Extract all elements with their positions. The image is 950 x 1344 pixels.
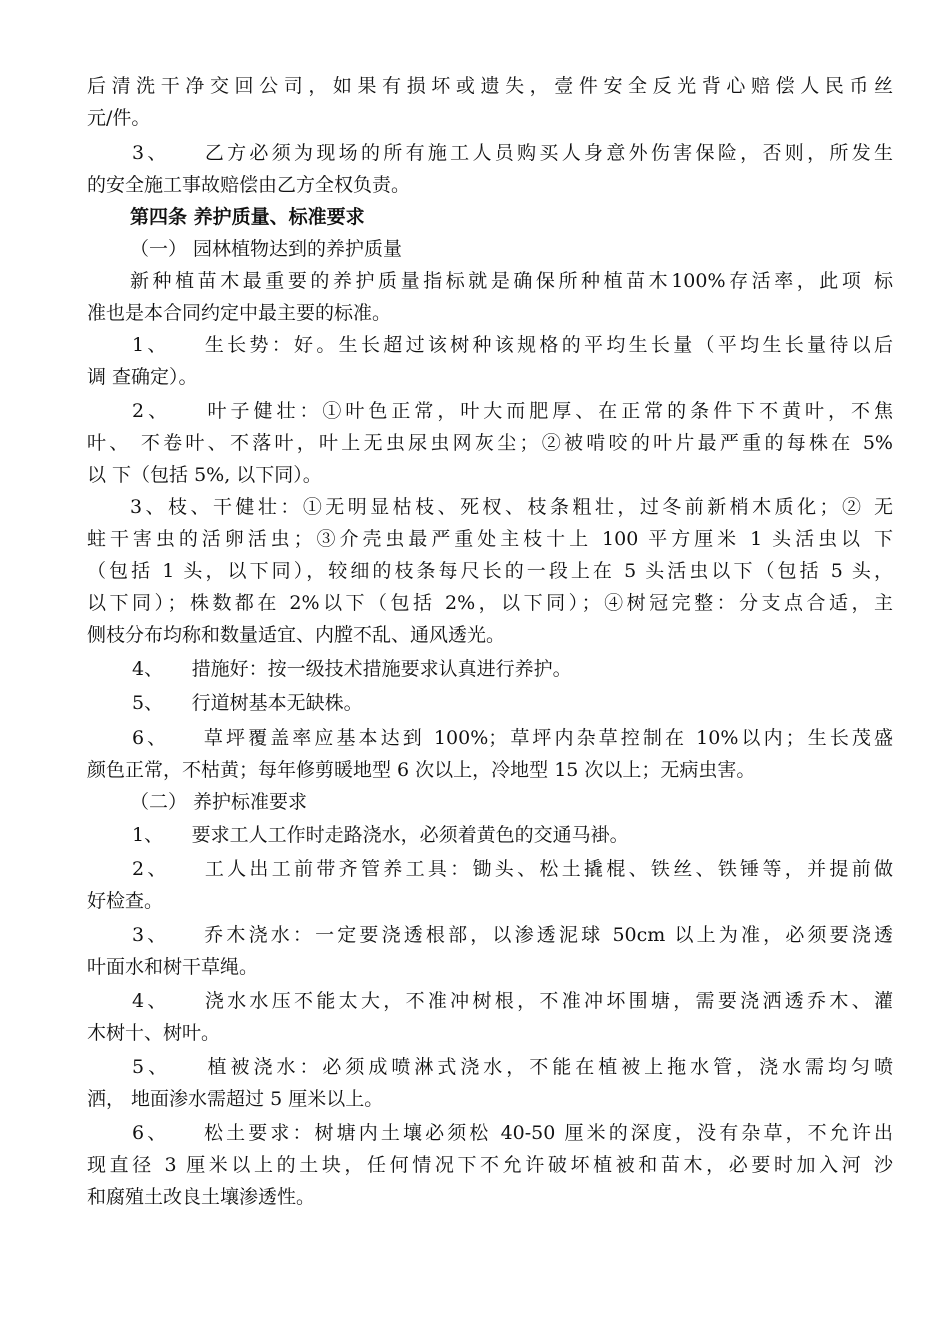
- text-line: 1、 要求工人工作时走路浇水，必须着黄色的交通马褂。: [132, 824, 629, 846]
- text-line: 1、 生长势：好。生长超过该树种该规格的平均生长量（平均生长量待以后: [132, 334, 893, 356]
- section-heading: 第四条 养护质量、标准要求: [130, 206, 365, 228]
- text-line: 6、 松土要求：树塘内土壤必须松 40-50 厘米的深度，没有杂草，不允许出: [132, 1122, 893, 1144]
- text-line: 元/件。: [87, 107, 151, 129]
- text-line: 2、 叶子健壮：①叶色正常，叶大而肥厚、在正常的条件下不黄叶，不焦: [132, 400, 893, 422]
- text-line: 4、 措施好：按一级技术措施要求认真进行养护。: [132, 658, 572, 680]
- text-line: 5、 植被浇水：必须成喷淋式浇水，不能在植被上拖水管，浇水需均匀喷: [132, 1056, 893, 1078]
- text-line: 4、 浇水水压不能太大，不准冲树根，不准冲坏围塘，需要浇洒透乔木、灌: [132, 990, 893, 1012]
- text-line: 侧枝分布均称和数量适宜、内膛不乱、通风透光。: [87, 624, 506, 646]
- text-line: 后清洗干净交回公司，如果有损坏或遗失，壹件安全反光背心赔偿人民币丝: [87, 75, 893, 97]
- text-line: （包括 1 头，以下同），较细的枝条每尺长的一段上在 5 头活虫以下（包括 5 头，: [87, 560, 893, 582]
- text-line: 3、 乔木浇水：一定要浇透根部，以渗透泥球 50cm 以上为准，必须要浇透: [132, 924, 893, 946]
- text-line: 的安全施工事故赔偿由乙方全权负责。: [87, 174, 411, 196]
- text-line: 洒， 地面渗水需超过 5 厘米以上。: [87, 1088, 384, 1110]
- text-line: 颜色正常，不枯黄；每年修剪暖地型 6 次以上，冷地型 15 次以上；无病虫害。: [87, 759, 756, 781]
- text-line: 2、 工人出工前带齐管养工具：锄头、松土撬棍、铁丝、铁锤等，并提前做: [132, 858, 893, 880]
- subsection-heading: （二） 养护标准要求: [130, 791, 308, 813]
- text-line: 木树十、树叶。: [87, 1022, 221, 1044]
- text-line: 现直径 3 厘米以上的土块，任何情况下不允许破坏植被和苗木，必要时加入河 沙: [87, 1154, 893, 1176]
- text-line: 蛀干害虫的活卵活虫；③介壳虫最严重处主枝十上 100 平方厘米 1 头活虫以 下: [87, 528, 893, 550]
- text-line: 新种植苗木最重要的养护质量指标就是确保所种植苗木100%存活率，此项 标: [130, 270, 893, 292]
- text-line: 调 查确定）。: [87, 366, 198, 388]
- subsection-heading: （一） 园林植物达到的养护质量: [130, 238, 403, 260]
- text-line: 以下同）；株数都在 2%以下（包括 2%，以下同）；④树冠完整：分支点合适，主: [87, 592, 893, 614]
- text-line: 3、枝、干健壮：①无明显枯枝、死杈、枝条粗壮，过冬前新梢木质化；② 无: [130, 496, 893, 518]
- text-line: 5、 行道树基本无缺株。: [132, 692, 363, 714]
- text-line: 6、 草坪覆盖率应基本达到 100%；草坪内杂草控制在 10%以内；生长茂盛: [132, 727, 893, 749]
- text-line: 叶、 不卷叶、不落叶，叶上无虫尿虫网灰尘；②被啃咬的叶片最严重的每株在 5%: [87, 432, 893, 454]
- text-line: 叶面水和树干草绳。: [87, 956, 259, 978]
- text-line: 准也是本合同约定中最主要的标准。: [87, 302, 392, 324]
- text-line: 好检查。: [87, 890, 164, 912]
- text-line: 以 下（包括 5%, 以下同）。: [87, 464, 322, 486]
- text-line: 和腐殖土改良土壤渗透性。: [87, 1186, 316, 1208]
- text-line: 3、 乙方必须为现场的所有施工人员购买人身意外伤害保险，否则，所发生: [132, 142, 893, 164]
